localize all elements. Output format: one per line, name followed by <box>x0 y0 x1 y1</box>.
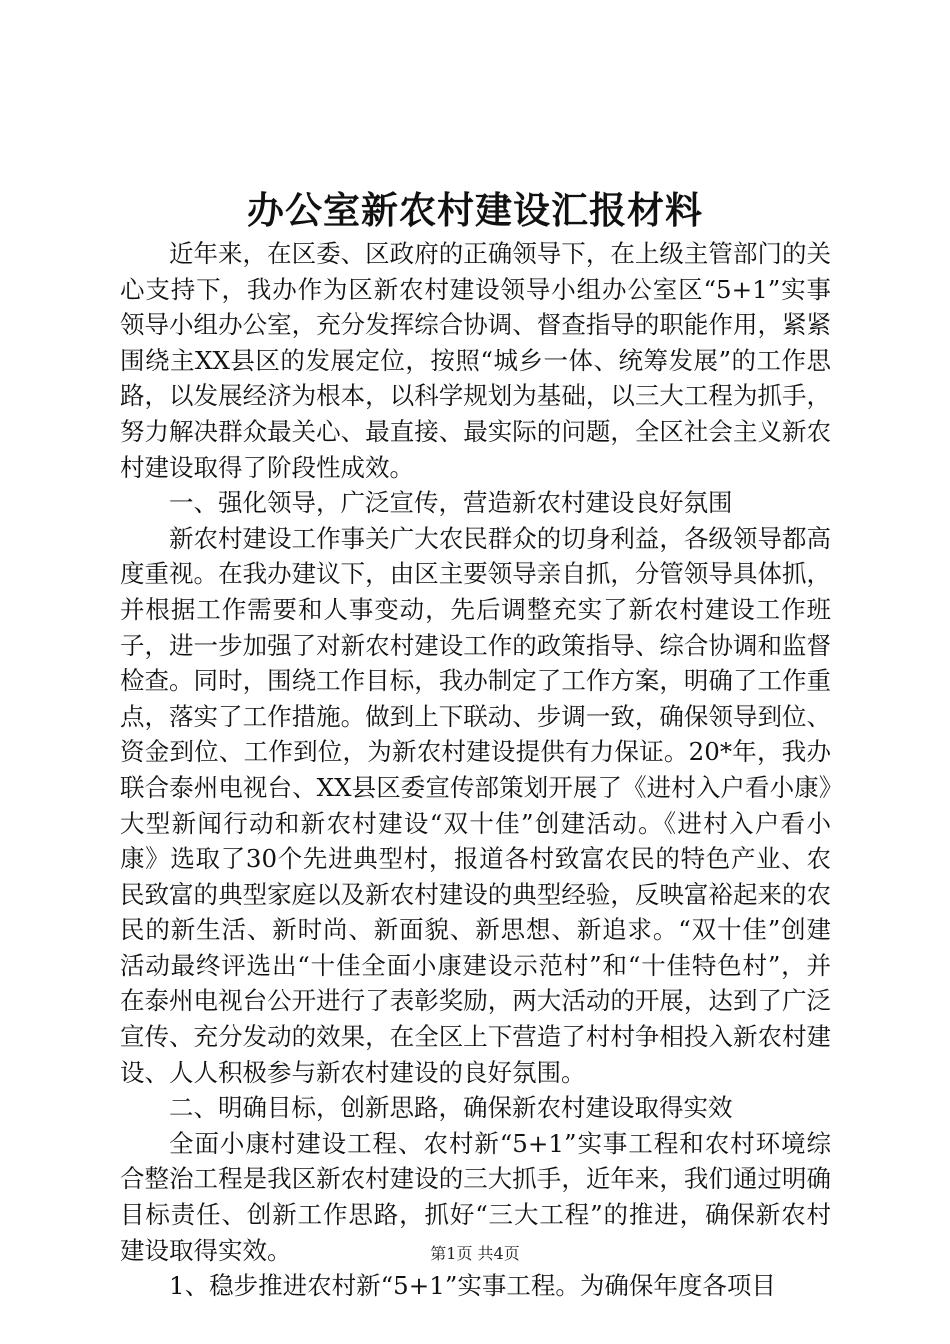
paragraph-section-2: 全面小康村建设工程、农村新“5+1”实事工程和农村环境综合整治工程是我区新农村建设的三大抓手，近年来，我们通过明确目标责任、创新工作思路，抓好“三大工程”的推进，确保新农村建设取得实效。 <box>120 1128 831 1265</box>
page-footer: 第1页 共4页 <box>430 1244 520 1263</box>
paragraph-intro: 近年来，在区委、区政府的正确领导下，在上级主管部门的关心支持下，我办作为区新农村建设领导小组办公室区“5+1”实事领导小组办公室，充分发挥综合协调、督查指导的职能作用，紧紧围绕主XX县区的发展定位，按照“城乡一体、统筹发展”的工作思路，以发展经济为根本，以科学规划为基础，以三大工程为抓手，努力解决群众最关心、最直接、最实际的问题，全区社会主义新农村建设取得了阶段性成效。 <box>120 239 831 482</box>
document-body <box>120 236 831 1304</box>
section-heading-1: 一、强化领导，广泛宣传，营造新农村建设良好氛围 <box>169 488 733 518</box>
paragraph-section-1: 新农村建设工作事关广大农民群众的切身利益，各级领导都高度重视。在我办建议下，由区主要领导亲自抓，分管领导具体抓，并根据工作需要和人事变动，先后调整充实了新农村建设工作班子，进一步加强了对新农村建设工作的政策指导、综合协调和监督检查。同时，围绕工作目标，我办制定了工作方案，明确了工作重点，落实了工作措施。做到上下联动、步调一致，确保领导到位、资金到位、工作到位，为新农村建设提供有力保证。20*年，我办联合泰州电视台、XX县区委宣传部策划开展了《进村入户看小康》大型新闻行动和新农村建设“双十佳”创建活动。《进村入户看小康》选取了30个先进典型村，报道各村致富农民的特色产业、农民致富的典型家庭以及新农村建设的典型经验，反映富裕起来的农民的新生活、新时尚、新面貌、新思想、新追求。“双十佳”创建活动最终评选出“十佳全面小康建设示范村”和“十佳特色村”，并在泰州电视台公开进行了表彰奖励，两大活动的开展，达到了广泛宣传、充分发动的效果，在全区上下营造了村村争相投入新农村建设、人人积极参与新农村建设的良好氛围。 <box>120 523 831 1087</box>
paragraph-item-1: 1、稳步推进农村新“5+1”实事工程。为确保年度各项目 <box>169 1271 776 1301</box>
section-heading-2: 二、明确目标，创新思路，确保新农村建设取得实效 <box>169 1093 733 1123</box>
document-title: 办公室新农村建设汇报材料 <box>247 188 703 232</box>
